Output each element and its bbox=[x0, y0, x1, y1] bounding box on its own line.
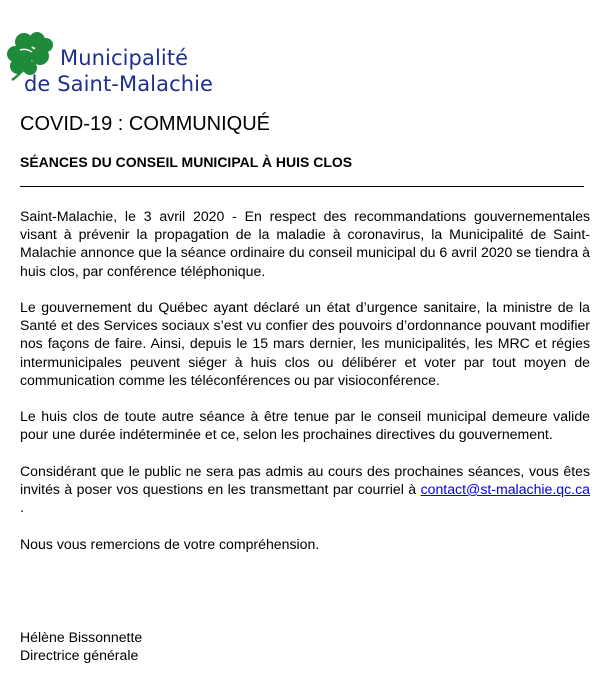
logo-title-line2: de Saint-Malachie bbox=[24, 72, 214, 96]
divider bbox=[20, 186, 584, 187]
section-subtitle: SÉANCES DU CONSEIL MUNICIPAL À HUIS CLOS bbox=[20, 154, 353, 170]
signature-name: Hélène Bissonnette bbox=[20, 629, 143, 645]
municipality-logo bbox=[4, 28, 244, 98]
page-title: COVID-19 : COMMUNIQUÉ bbox=[20, 113, 271, 135]
signature-block bbox=[20, 628, 142, 664]
logo-title-line1: Municipalité bbox=[60, 46, 189, 70]
paragraph-3: Le huis clos de toute autre séance à être tenue par le conseil municipal demeure valide pour une durée indéterminée et ce, selon les prochaines directives du gouvernement. bbox=[20, 408, 590, 443]
paragraph-5: Nous vous remercions de votre compréhension. bbox=[20, 535, 320, 552]
contact-email-link[interactable]: contact@st-malachie.qc.ca bbox=[420, 481, 590, 497]
paragraph-1: Saint-Malachie, le 3 avril 2020 - En respect des recommandations gouvernementales visant à prévenir la propagation de la maladie à coronavirus, la Municipalité de Saint-Malachie annonce que la séance ordinaire du conseil municipal du 6 avril 2020 se tiendra à huis clos, par conférence téléphonique. bbox=[20, 208, 590, 279]
communique-body bbox=[20, 207, 590, 553]
paragraph-4-tail: . bbox=[20, 499, 24, 516]
paragraph-2: Le gouvernement du Québec ayant déclaré un état d’urgence sanitaire, la ministre de la Santé et des Services sociaux s’est vu confier des pouvoirs d’ordonnance pouvant modifier nos façons de faire. Ainsi, depuis le 15 mars dernier, les municipalités, les MRC et régies intermunicipales peuvent siéger à huis clos ou délibérer et voter par tout moyen de communication comme les téléconférences ou par visioconférence. bbox=[20, 299, 590, 388]
paragraph-4 bbox=[20, 462, 590, 517]
paragraph-4-lead: Considérant que le public ne sera pas admis au cours des prochaines séances, vous êtes invités à poser vos questions en les transmettant par courriel à bbox=[20, 462, 590, 497]
signature-title: Directrice générale bbox=[20, 647, 139, 664]
